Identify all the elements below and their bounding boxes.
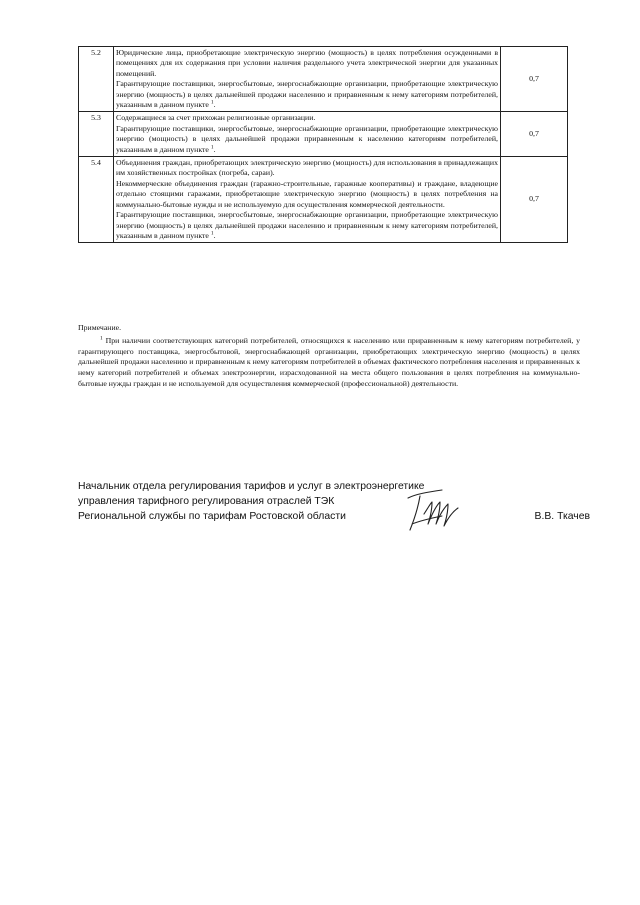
footnote-mark: 1 [210,230,214,237]
row-description [114,112,501,157]
row-value: 0,7 [501,47,568,112]
table-row [79,112,568,157]
signer-position-line: управления тарифного регулирования отраслей ТЭК [78,496,335,507]
signer-position-line: Региональной службы по тарифам Ростовской области [78,511,346,522]
row-number: 5.2 [79,47,114,112]
footnote-mark: 1 [100,335,103,342]
footnote-mark: 1 [210,99,214,106]
row-description [114,157,501,243]
signer-name: В.В. Ткачев [534,511,590,522]
row-paragraph: Объединения граждан, приобретающих электрическую энергию (мощность) для использования в принадлежащих им хозяйственных постройках (погреба, сараи). [116,158,498,178]
note-section [78,323,580,390]
note-title: Примечание. [78,323,122,332]
row-paragraph: Юридические лица, приобретающие электрическую энергию (мощность) в целях потребления осужденными в помещениях для их содержания при условии наличия раздельного учета электрической энергии для указанных помещений. [116,48,498,78]
signature-block [78,479,590,524]
signer-position-line: Начальник отдела регулирования тарифов и услуг в электроэнергетике [78,481,425,492]
row-value: 0,7 [501,157,568,243]
row-description [114,47,501,112]
row-paragraph: Гарантирующие поставщики, энергосбытовые, энергоснабжающие организации, приобретающие электрическую энергию (мощность) в целях дальнейшей продажи населению и приравненным к нему категориям потребителей, указанным в данном пункте $^1$. [116,79,498,110]
footnote-mark: 1 [210,144,214,151]
row-paragraph: Гарантирующие поставщики, энергосбытовые, энергоснабжающие организации, приобретающие электрическую энергию (мощность) в целях дальнейшей продажи населению и приравненным к нему категориям потребителей, указанным в данном пункте $^1$. [116,210,498,240]
row-number: 5.4 [79,157,114,243]
row-value: 0,7 [501,112,568,157]
table-row [79,47,568,112]
row-paragraph: Содержащиеся за счет прихожан религиозные организации. [116,113,316,123]
row-number: 5.3 [79,112,114,157]
table-row [79,157,568,243]
handwritten-signature-icon [402,484,464,536]
footnote-text: $^1$ При наличии соответствующих категорий потребителей, относящихся к населению или приравненным к нему категориям потребителей, у гарантирующего поставщика, энергосбытовой, энергоснабжающей организации, приобретающих электрическую энергию (мощность) в целях дальнейшей продажи населению и приравненным к нему категориям потребителей в объемах фактического потребления населения и приравненных к нему категорий потребителей и объемах электроэнергии, израсходованной на места общего пользования в целях потребления на коммунально-бытовые нужды граждан и не используемой для осуществления коммерческой (профессиональной) деятельности. [78,335,581,388]
row-paragraph: Гарантирующие поставщики, энергосбытовые, энергоснабжающие организации, приобретающие электрическую энергию (мощность) в целях дальнейшей продажи приравненным к населению категориям потребителей, указанным в данном пункте $^1$. [116,123,498,154]
tariff-table [78,46,568,243]
row-paragraph: Некоммерческие объединения граждан (гаражно-строительные, гаражные кооперативы) и граждане, владеющие отдельно стоящими гаражами, приобретающие электрическую энергию (мощность) в целях потребления на коммунально-бытовые нужды и не используемую для осуществления коммерческой деятельности. [116,178,498,209]
